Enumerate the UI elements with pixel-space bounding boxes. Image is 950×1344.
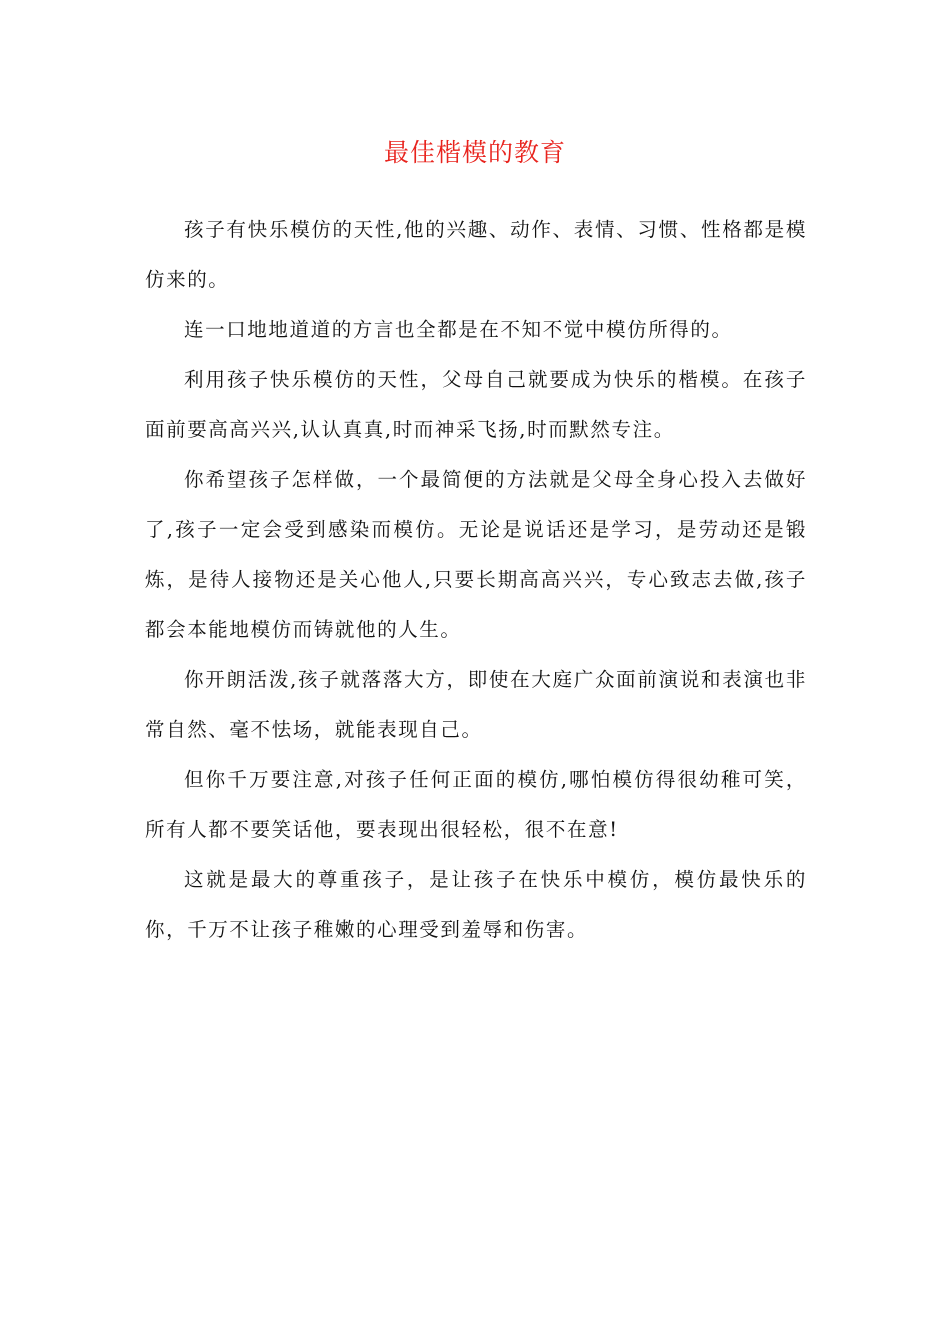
- paragraph: 这就是最大的尊重孩子，是让孩子在快乐中模仿，模仿最快乐的你，千万不让孩子稚嫩的心理受到羞辱和伤害。: [145, 868, 807, 941]
- paragraph: 你希望孩子怎样做，一个最简便的方法就是父母全身心投入去做好了,孩子一定会受到感染而模仿。无论是说话还是学习，是劳动还是锻炼，是待人接物还是关心他人,只要长期高高兴兴，专心致志去做,孩子都会本能地模仿而铸就他的人生。: [145, 468, 807, 641]
- paragraph: 连一口地地道道的方言也全都是在不知不觉中模仿所得的。: [184, 318, 733, 341]
- document-title: 最佳楷模的教育: [383, 138, 566, 167]
- paragraph: 孩子有快乐模仿的天性,他的兴趣、动作、表情、习惯、性格都是模仿来的。: [145, 218, 807, 291]
- paragraph: 利用孩子快乐模仿的天性，父母自己就要成为快乐的楷模。在孩子面前要高高兴兴,认认真真,时而神采飞扬,时而默然专注。: [145, 368, 807, 441]
- paragraph: 但你千万要注意,对孩子任何正面的模仿,哪怕模仿得很幼稚可笑，所有人都不要笑话他，要表现出很轻松，很不在意!: [145, 768, 807, 841]
- document-body: [145, 205, 807, 955]
- paragraph: 你开朗活泼,孩子就落落大方，即使在大庭广众面前演说和表演也非常自然、毫不怯场，就能表现自己。: [145, 668, 807, 741]
